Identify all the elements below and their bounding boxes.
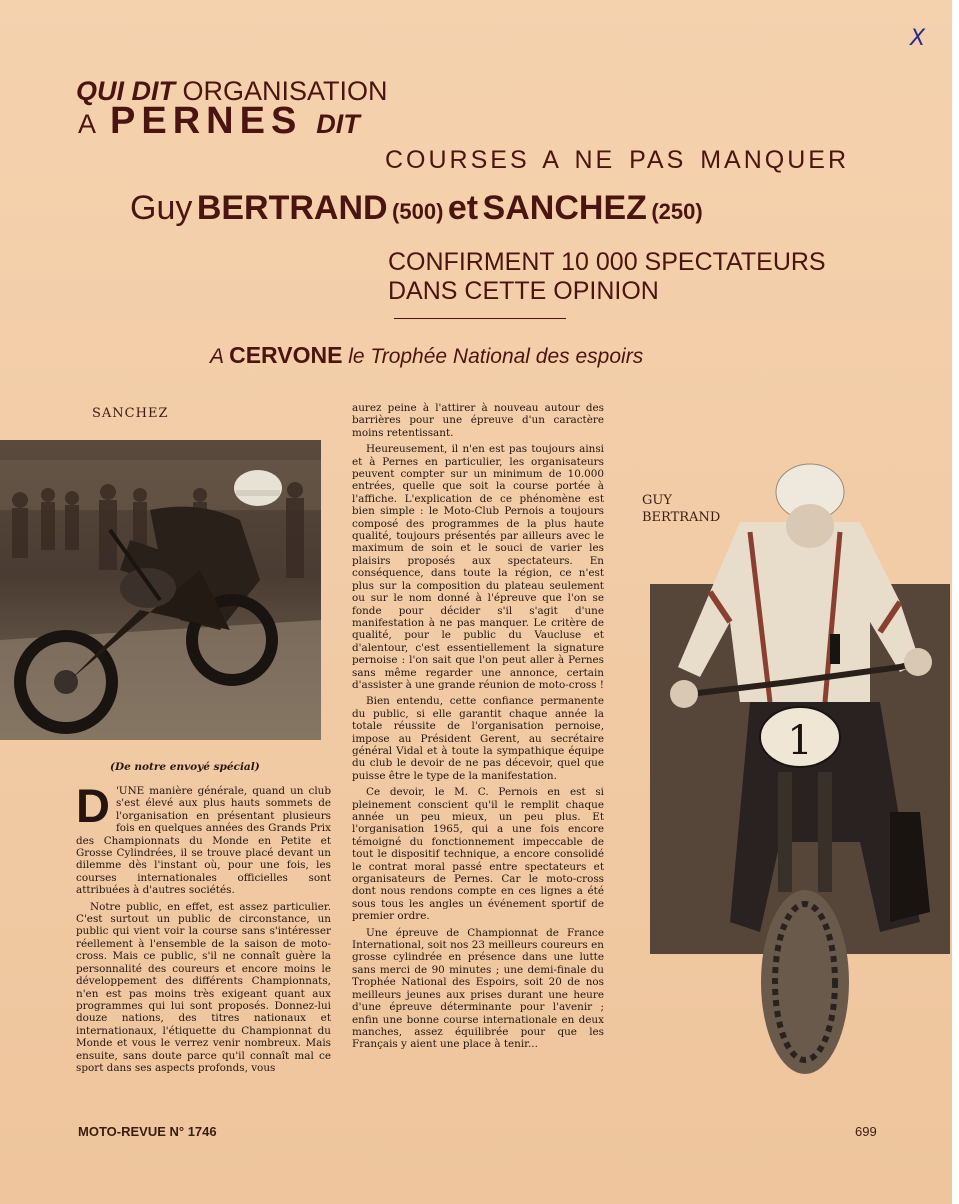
caption-guy: GUY bbox=[642, 493, 672, 508]
headline-qui-dit: QUI DIT bbox=[76, 76, 175, 106]
byline: (De notre envoyé spécial) bbox=[110, 761, 260, 773]
headline-et: et bbox=[447, 189, 479, 227]
headline-sanchez: SANCHEZ bbox=[482, 189, 647, 227]
headline-a: A bbox=[78, 109, 97, 139]
headline-organisation: ORGANISATION bbox=[182, 76, 388, 106]
article-paragraph: Bien entendu, cette confiance permanente du public, si elle garantit chaque année la totale réussite de l'organisation pernoise, impose au Président Gerent, au secrétaire général Vidal et à toute la sympathique équipe du club le devoir de ne pas décevoir, quel que puisse être le type de la manifestation. bbox=[352, 695, 604, 782]
article-paragraph: Notre public, en effet, est assez particulier. C'est surtout un public de circonstance, un public qui vient voir la course sans s'intéresser réellement à l'ensemble de la saison de moto-cross. Mais ce public, s'il ne connaît guère la personnalité des coureurs et encore moins le développement des différents Championnats, n'en est pas moins très exigeant quant aux programmes qui lui sont proposés. Donnez-lui douze nations, des titres nationaux et internationaux, l'étiquette du Championnat du Monde et vous le verrez venir nombreux. Mais ensuite, sans doute parce qu'il connaît mal ce sport dans ses aspects profonds, vous bbox=[76, 900, 331, 1074]
headline-line5 bbox=[388, 248, 826, 306]
caption-bertrand: BERTRAND bbox=[642, 510, 721, 525]
headline-confirment: CONFIRMENT 10 000 SPECTATEURS bbox=[388, 248, 826, 276]
article-text: 'UNE manière générale, quand un club s'est élevé aux plus hauts sommets de l'organisation en présentant plusieurs fois en quelques années des Grands Prix des Championnats du Monde en Petite et Grosse Cylindrées, il se trouve placé devant un dilemme dès l'instant où, pour une fois, les courses internationales officielles sont attribuées à d'autres sociétés. bbox=[76, 785, 331, 897]
headline-line3: COURSES A NE PAS MANQUER bbox=[385, 146, 850, 174]
headline-bertrand: BERTRAND bbox=[196, 189, 388, 227]
handwritten-mark: X bbox=[910, 26, 926, 51]
subhead-a: A bbox=[210, 345, 224, 368]
footer-page-number: 699 bbox=[855, 1124, 877, 1139]
headline-250: (250) bbox=[651, 199, 703, 224]
headline-opinion: DANS CETTE OPINION bbox=[388, 277, 659, 305]
photo-sanchez bbox=[0, 440, 321, 740]
headline-line2 bbox=[78, 100, 360, 143]
headline-dit: DIT bbox=[316, 109, 360, 139]
article-paragraph: aurez peine à l'attirer à nouveau autour des barrières pour une épreuve d'un caractère moins retentissant. bbox=[352, 402, 604, 439]
headline-guy: Guy bbox=[130, 189, 193, 227]
page-edge bbox=[952, 0, 959, 1204]
article-paragraph: Ce devoir, le M. C. Pernois en est si pleinement conscient qu'il le remplit chaque année un peu mieux, un peu plus. Et l'organisation 1965, qui a une fois encore témoigné du fonctionnement impeccable de tout le dispositif technique, a encore consolidé le contrat moral passé entre spectateurs et organisateurs de Pernes. Car le moto-cross dont nous rendons compte en ces lignes a été sous tous les angles un événement sportif de premier ordre. bbox=[352, 786, 604, 923]
subheadline bbox=[210, 342, 643, 369]
subhead-cervone: CERVONE bbox=[229, 342, 343, 368]
article-paragraph bbox=[76, 779, 331, 897]
article-column-2 bbox=[352, 402, 604, 1055]
article-paragraph: Une épreuve de Championnat de France International, soit nos 23 meilleurs coureurs en grosse cylindrée en présence dans une lutte sans merci de 90 minutes ; une demi-finale du Trophée National des Espoirs, soit 20 de nos meilleurs jeunes aux prises durant une heure d'une épreuve déterminante pour l'avenir ; enfin une bonne course internationale en deux manches, assez équilibrée pour que les Français y aient une place à tenir... bbox=[352, 926, 604, 1051]
headline-line4 bbox=[130, 189, 703, 228]
article-paragraph: Heureusement, il n'en est pas toujours ainsi et à Pernes en particulier, les organisateurs peuvent compter sur un minimum de 10.000 entrées, quelle que soit la course portée à l'affiche. L'explication de ce phénomène est bien simple : le Moto-Club Pernois a toujours composé des programmes de la plus haute qualité, toujours présentés par ailleurs avec le maximum de soin et le souci de varier les plaisirs proposés aux spectateurs. En conséquence, dans toute la région, ce n'est plus sur la composition du plateau seulement ou sur le nom donné à l'épreuve que l'on se fonde pour décider s'il s'agit d'une manifestation à ne pas manquer. Le critère de qualité, pour le public du Vaucluse et d'alentour, c'est essentiellement la signature pernoise : l'on sait que l'on peut aller à Pernes sans même regarder une annonce, certain d'assister à une grande réunion de moto-cross ! bbox=[352, 443, 604, 691]
headline-rule bbox=[394, 318, 566, 319]
footer-magazine: MOTO-REVUE N° 1746 bbox=[78, 1124, 217, 1139]
subhead-trophee: le Trophée National des espoirs bbox=[348, 345, 644, 368]
caption-sanchez: SANCHEZ bbox=[92, 406, 169, 421]
article-column-1 bbox=[76, 779, 331, 1078]
photo-guy-bertrand bbox=[650, 462, 950, 1082]
headline-500: (500) bbox=[392, 199, 444, 224]
bike-number-plate: 1 bbox=[787, 718, 813, 764]
drop-cap: D bbox=[76, 779, 110, 832]
headline-pernes: PERNES bbox=[110, 100, 303, 142]
